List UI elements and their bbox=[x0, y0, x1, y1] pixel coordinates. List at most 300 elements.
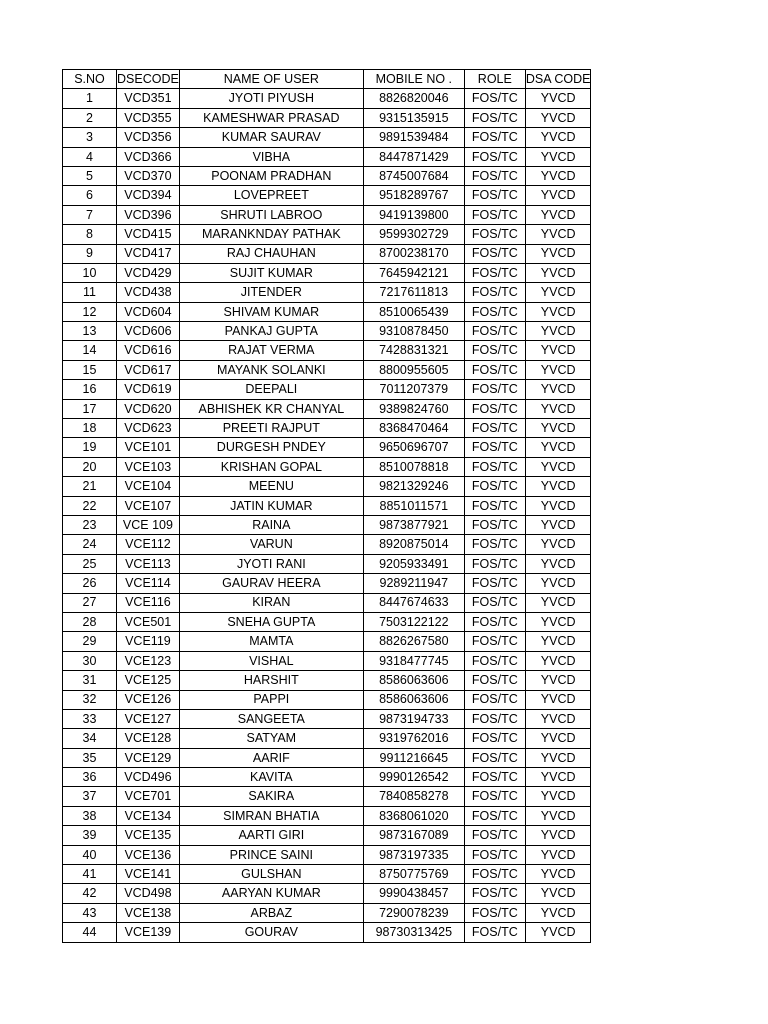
cell-sno: 8 bbox=[63, 225, 117, 244]
cell-mobile: 7840858278 bbox=[363, 787, 464, 806]
cell-dsa-code: YVCD bbox=[525, 651, 591, 670]
table-row bbox=[63, 651, 591, 670]
cell-role: FOS/TC bbox=[464, 380, 525, 399]
cell-dsa-code: YVCD bbox=[525, 826, 591, 845]
cell-dsa-code: YVCD bbox=[525, 380, 591, 399]
cell-dsa-code: YVCD bbox=[525, 283, 591, 302]
cell-sno: 31 bbox=[63, 671, 117, 690]
cell-dsa-code: YVCD bbox=[525, 690, 591, 709]
table-row bbox=[63, 496, 591, 515]
cell-dsa-code: YVCD bbox=[525, 574, 591, 593]
cell-mobile: 9873877921 bbox=[363, 515, 464, 534]
cell-dsecode: VCE134 bbox=[117, 806, 180, 825]
cell-role: FOS/TC bbox=[464, 554, 525, 573]
cell-dsecode: VCD417 bbox=[117, 244, 180, 263]
cell-role: FOS/TC bbox=[464, 515, 525, 534]
cell-dsa-code: YVCD bbox=[525, 89, 591, 108]
cell-sno: 33 bbox=[63, 709, 117, 728]
table-header-row bbox=[63, 70, 591, 89]
cell-role: FOS/TC bbox=[464, 903, 525, 922]
cell-mobile: 8920875014 bbox=[363, 535, 464, 554]
cell-dsecode: VCD370 bbox=[117, 166, 180, 185]
user-table bbox=[62, 69, 591, 943]
cell-name: MAMTA bbox=[179, 632, 363, 651]
cell-mobile: 9318477745 bbox=[363, 651, 464, 670]
cell-sno: 18 bbox=[63, 419, 117, 438]
cell-dsecode: VCE138 bbox=[117, 903, 180, 922]
cell-sno: 16 bbox=[63, 380, 117, 399]
cell-name: LOVEPREET bbox=[179, 186, 363, 205]
cell-dsecode: VCE119 bbox=[117, 632, 180, 651]
cell-name: SIMRAN BHATIA bbox=[179, 806, 363, 825]
cell-name: SANGEETA bbox=[179, 709, 363, 728]
cell-role: FOS/TC bbox=[464, 205, 525, 224]
cell-dsecode: VCE107 bbox=[117, 496, 180, 515]
cell-sno: 19 bbox=[63, 438, 117, 457]
cell-dsa-code: YVCD bbox=[525, 845, 591, 864]
cell-mobile: 9310878450 bbox=[363, 322, 464, 341]
table-row bbox=[63, 477, 591, 496]
cell-dsecode: VCE114 bbox=[117, 574, 180, 593]
cell-dsa-code: YVCD bbox=[525, 166, 591, 185]
table-row bbox=[63, 128, 591, 147]
cell-mobile: 9911216645 bbox=[363, 748, 464, 767]
cell-role: FOS/TC bbox=[464, 574, 525, 593]
table-row bbox=[63, 768, 591, 787]
cell-dsa-code: YVCD bbox=[525, 612, 591, 631]
cell-dsa-code: YVCD bbox=[525, 263, 591, 282]
cell-sno: 27 bbox=[63, 593, 117, 612]
cell-sno: 17 bbox=[63, 399, 117, 418]
cell-dsecode: VCD438 bbox=[117, 283, 180, 302]
cell-dsecode: VCE135 bbox=[117, 826, 180, 845]
table-row bbox=[63, 302, 591, 321]
cell-sno: 24 bbox=[63, 535, 117, 554]
table-row bbox=[63, 806, 591, 825]
cell-role: FOS/TC bbox=[464, 535, 525, 554]
cell-role: FOS/TC bbox=[464, 341, 525, 360]
cell-mobile: 8510078818 bbox=[363, 457, 464, 476]
cell-dsecode: VCD619 bbox=[117, 380, 180, 399]
cell-mobile: 8750775769 bbox=[363, 865, 464, 884]
header-name-of-user: NAME OF USER bbox=[179, 70, 363, 89]
cell-dsecode: VCD355 bbox=[117, 108, 180, 127]
cell-dsecode: VCD617 bbox=[117, 360, 180, 379]
cell-dsecode: VCE501 bbox=[117, 612, 180, 631]
cell-name: VARUN bbox=[179, 535, 363, 554]
cell-sno: 11 bbox=[63, 283, 117, 302]
cell-dsa-code: YVCD bbox=[525, 709, 591, 728]
cell-dsecode: VCD394 bbox=[117, 186, 180, 205]
cell-dsecode: VCE112 bbox=[117, 535, 180, 554]
table-row bbox=[63, 671, 591, 690]
cell-dsa-code: YVCD bbox=[525, 496, 591, 515]
cell-sno: 39 bbox=[63, 826, 117, 845]
table-row bbox=[63, 748, 591, 767]
cell-role: FOS/TC bbox=[464, 108, 525, 127]
cell-dsa-code: YVCD bbox=[525, 787, 591, 806]
cell-mobile: 7290078239 bbox=[363, 903, 464, 922]
cell-dsa-code: YVCD bbox=[525, 554, 591, 573]
cell-sno: 35 bbox=[63, 748, 117, 767]
cell-dsa-code: YVCD bbox=[525, 632, 591, 651]
cell-mobile: 9873197335 bbox=[363, 845, 464, 864]
cell-sno: 14 bbox=[63, 341, 117, 360]
cell-dsecode: VCD604 bbox=[117, 302, 180, 321]
cell-sno: 22 bbox=[63, 496, 117, 515]
table-row bbox=[63, 826, 591, 845]
cell-role: FOS/TC bbox=[464, 593, 525, 612]
cell-dsa-code: YVCD bbox=[525, 244, 591, 263]
cell-sno: 23 bbox=[63, 515, 117, 534]
table-row bbox=[63, 535, 591, 554]
cell-role: FOS/TC bbox=[464, 865, 525, 884]
cell-sno: 3 bbox=[63, 128, 117, 147]
cell-mobile: 7428831321 bbox=[363, 341, 464, 360]
table-row bbox=[63, 457, 591, 476]
cell-name: SUJIT KUMAR bbox=[179, 263, 363, 282]
cell-dsa-code: YVCD bbox=[525, 535, 591, 554]
header-dsa-code: DSA CODE bbox=[525, 70, 591, 89]
cell-name: GOURAV bbox=[179, 923, 363, 942]
cell-dsa-code: YVCD bbox=[525, 147, 591, 166]
cell-dsecode: VCE103 bbox=[117, 457, 180, 476]
cell-name: MEENU bbox=[179, 477, 363, 496]
cell-name: SNEHA GUPTA bbox=[179, 612, 363, 631]
cell-role: FOS/TC bbox=[464, 748, 525, 767]
cell-dsecode: VCD606 bbox=[117, 322, 180, 341]
cell-mobile: 9873167089 bbox=[363, 826, 464, 845]
table-row bbox=[63, 729, 591, 748]
cell-role: FOS/TC bbox=[464, 360, 525, 379]
cell-mobile: 8800955605 bbox=[363, 360, 464, 379]
cell-role: FOS/TC bbox=[464, 419, 525, 438]
cell-role: FOS/TC bbox=[464, 322, 525, 341]
cell-sno: 6 bbox=[63, 186, 117, 205]
cell-dsecode: VCD623 bbox=[117, 419, 180, 438]
table-row bbox=[63, 690, 591, 709]
table-row bbox=[63, 419, 591, 438]
cell-name: HARSHIT bbox=[179, 671, 363, 690]
cell-mobile: 9990126542 bbox=[363, 768, 464, 787]
cell-dsa-code: YVCD bbox=[525, 865, 591, 884]
cell-mobile: 8368061020 bbox=[363, 806, 464, 825]
cell-name: RAJAT VERMA bbox=[179, 341, 363, 360]
cell-role: FOS/TC bbox=[464, 826, 525, 845]
table-row bbox=[63, 923, 591, 942]
cell-role: FOS/TC bbox=[464, 787, 525, 806]
cell-role: FOS/TC bbox=[464, 147, 525, 166]
cell-name: PRINCE SAINI bbox=[179, 845, 363, 864]
table-row bbox=[63, 225, 591, 244]
cell-sno: 26 bbox=[63, 574, 117, 593]
table-body bbox=[63, 89, 591, 942]
cell-dsecode: VCE141 bbox=[117, 865, 180, 884]
cell-mobile: 9289211947 bbox=[363, 574, 464, 593]
cell-role: FOS/TC bbox=[464, 845, 525, 864]
cell-mobile: 8510065439 bbox=[363, 302, 464, 321]
cell-role: FOS/TC bbox=[464, 496, 525, 515]
cell-dsecode: VCD396 bbox=[117, 205, 180, 224]
cell-role: FOS/TC bbox=[464, 244, 525, 263]
cell-role: FOS/TC bbox=[464, 651, 525, 670]
cell-dsecode: VCD366 bbox=[117, 147, 180, 166]
cell-name: ARBAZ bbox=[179, 903, 363, 922]
cell-sno: 37 bbox=[63, 787, 117, 806]
cell-dsecode: VCE123 bbox=[117, 651, 180, 670]
cell-dsa-code: YVCD bbox=[525, 205, 591, 224]
cell-name: ABHISHEK KR CHANYAL bbox=[179, 399, 363, 418]
cell-mobile: 8586063606 bbox=[363, 671, 464, 690]
cell-mobile: 7217611813 bbox=[363, 283, 464, 302]
table-row bbox=[63, 283, 591, 302]
cell-role: FOS/TC bbox=[464, 89, 525, 108]
table-row bbox=[63, 845, 591, 864]
cell-name: JYOTI PIYUSH bbox=[179, 89, 363, 108]
cell-sno: 21 bbox=[63, 477, 117, 496]
cell-mobile: 9821329246 bbox=[363, 477, 464, 496]
cell-dsa-code: YVCD bbox=[525, 457, 591, 476]
cell-name: DURGESH PNDEY bbox=[179, 438, 363, 457]
cell-mobile: 9873194733 bbox=[363, 709, 464, 728]
table-row bbox=[63, 322, 591, 341]
cell-sno: 10 bbox=[63, 263, 117, 282]
cell-mobile: 9389824760 bbox=[363, 399, 464, 418]
table-row bbox=[63, 884, 591, 903]
table-row bbox=[63, 554, 591, 573]
table-row bbox=[63, 574, 591, 593]
cell-sno: 42 bbox=[63, 884, 117, 903]
table-row bbox=[63, 515, 591, 534]
cell-role: FOS/TC bbox=[464, 632, 525, 651]
cell-name: MARANKNDAY PATHAK bbox=[179, 225, 363, 244]
cell-sno: 15 bbox=[63, 360, 117, 379]
table-row bbox=[63, 709, 591, 728]
cell-dsecode: VCD620 bbox=[117, 399, 180, 418]
cell-role: FOS/TC bbox=[464, 302, 525, 321]
cell-role: FOS/TC bbox=[464, 225, 525, 244]
cell-dsecode: VCE126 bbox=[117, 690, 180, 709]
cell-dsecode: VCE128 bbox=[117, 729, 180, 748]
cell-name: PANKAJ GUPTA bbox=[179, 322, 363, 341]
cell-role: FOS/TC bbox=[464, 612, 525, 631]
cell-sno: 12 bbox=[63, 302, 117, 321]
cell-name: POONAM PRADHAN bbox=[179, 166, 363, 185]
cell-name: VIBHA bbox=[179, 147, 363, 166]
cell-sno: 9 bbox=[63, 244, 117, 263]
cell-name: JYOTI RANI bbox=[179, 554, 363, 573]
table-row bbox=[63, 360, 591, 379]
cell-sno: 2 bbox=[63, 108, 117, 127]
cell-mobile: 9205933491 bbox=[363, 554, 464, 573]
cell-sno: 32 bbox=[63, 690, 117, 709]
cell-dsa-code: YVCD bbox=[525, 806, 591, 825]
cell-dsa-code: YVCD bbox=[525, 923, 591, 942]
cell-role: FOS/TC bbox=[464, 166, 525, 185]
cell-mobile: 8447871429 bbox=[363, 147, 464, 166]
cell-role: FOS/TC bbox=[464, 884, 525, 903]
cell-sno: 29 bbox=[63, 632, 117, 651]
cell-name: RAINA bbox=[179, 515, 363, 534]
cell-dsecode: VCD496 bbox=[117, 768, 180, 787]
table-row bbox=[63, 438, 591, 457]
cell-dsa-code: YVCD bbox=[525, 225, 591, 244]
cell-dsa-code: YVCD bbox=[525, 593, 591, 612]
cell-sno: 38 bbox=[63, 806, 117, 825]
cell-name: PREETI RAJPUT bbox=[179, 419, 363, 438]
cell-sno: 41 bbox=[63, 865, 117, 884]
cell-dsecode: VCE701 bbox=[117, 787, 180, 806]
table-row bbox=[63, 903, 591, 922]
header-mobile-no: MOBILE NO . bbox=[363, 70, 464, 89]
cell-dsecode: VCE116 bbox=[117, 593, 180, 612]
cell-sno: 28 bbox=[63, 612, 117, 631]
cell-dsecode: VCE125 bbox=[117, 671, 180, 690]
cell-mobile: 7503122122 bbox=[363, 612, 464, 631]
cell-sno: 30 bbox=[63, 651, 117, 670]
cell-dsa-code: YVCD bbox=[525, 128, 591, 147]
table-row bbox=[63, 593, 591, 612]
cell-mobile: 8826820046 bbox=[363, 89, 464, 108]
cell-mobile: 9419139800 bbox=[363, 205, 464, 224]
cell-dsa-code: YVCD bbox=[525, 729, 591, 748]
cell-name: KAVITA bbox=[179, 768, 363, 787]
table-row bbox=[63, 380, 591, 399]
table-row bbox=[63, 865, 591, 884]
cell-sno: 40 bbox=[63, 845, 117, 864]
table-row bbox=[63, 632, 591, 651]
cell-name: SATYAM bbox=[179, 729, 363, 748]
cell-dsa-code: YVCD bbox=[525, 108, 591, 127]
table-row bbox=[63, 147, 591, 166]
cell-name: VISHAL bbox=[179, 651, 363, 670]
table-row bbox=[63, 244, 591, 263]
table-row bbox=[63, 399, 591, 418]
cell-name: KAMESHWAR PRASAD bbox=[179, 108, 363, 127]
cell-mobile: 9599302729 bbox=[363, 225, 464, 244]
table-row bbox=[63, 186, 591, 205]
cell-role: FOS/TC bbox=[464, 768, 525, 787]
cell-dsa-code: YVCD bbox=[525, 768, 591, 787]
cell-dsecode: VCD429 bbox=[117, 263, 180, 282]
cell-role: FOS/TC bbox=[464, 923, 525, 942]
cell-name: SHRUTI LABROO bbox=[179, 205, 363, 224]
cell-dsa-code: YVCD bbox=[525, 671, 591, 690]
cell-role: FOS/TC bbox=[464, 399, 525, 418]
cell-sno: 36 bbox=[63, 768, 117, 787]
cell-mobile: 7645942121 bbox=[363, 263, 464, 282]
cell-mobile: 8586063606 bbox=[363, 690, 464, 709]
cell-role: FOS/TC bbox=[464, 690, 525, 709]
cell-dsa-code: YVCD bbox=[525, 438, 591, 457]
cell-name: KIRAN bbox=[179, 593, 363, 612]
cell-name: AARYAN KUMAR bbox=[179, 884, 363, 903]
cell-mobile: 9518289767 bbox=[363, 186, 464, 205]
cell-dsa-code: YVCD bbox=[525, 302, 591, 321]
cell-role: FOS/TC bbox=[464, 709, 525, 728]
cell-name: DEEPALI bbox=[179, 380, 363, 399]
cell-dsa-code: YVCD bbox=[525, 322, 591, 341]
cell-sno: 13 bbox=[63, 322, 117, 341]
cell-dsa-code: YVCD bbox=[525, 748, 591, 767]
cell-sno: 4 bbox=[63, 147, 117, 166]
cell-name: SHIVAM KUMAR bbox=[179, 302, 363, 321]
cell-mobile: 8700238170 bbox=[363, 244, 464, 263]
cell-dsecode: VCD616 bbox=[117, 341, 180, 360]
cell-dsecode: VCD415 bbox=[117, 225, 180, 244]
cell-name: KRISHAN GOPAL bbox=[179, 457, 363, 476]
cell-name: AARIF bbox=[179, 748, 363, 767]
cell-role: FOS/TC bbox=[464, 806, 525, 825]
cell-mobile: 98730313425 bbox=[363, 923, 464, 942]
cell-sno: 25 bbox=[63, 554, 117, 573]
cell-role: FOS/TC bbox=[464, 438, 525, 457]
cell-sno: 34 bbox=[63, 729, 117, 748]
cell-dsecode: VCD498 bbox=[117, 884, 180, 903]
cell-name: PAPPI bbox=[179, 690, 363, 709]
cell-dsa-code: YVCD bbox=[525, 341, 591, 360]
cell-dsa-code: YVCD bbox=[525, 477, 591, 496]
cell-mobile: 7011207379 bbox=[363, 380, 464, 399]
table-row bbox=[63, 787, 591, 806]
cell-dsecode: VCE139 bbox=[117, 923, 180, 942]
cell-dsa-code: YVCD bbox=[525, 903, 591, 922]
cell-sno: 20 bbox=[63, 457, 117, 476]
cell-role: FOS/TC bbox=[464, 263, 525, 282]
cell-dsecode: VCE113 bbox=[117, 554, 180, 573]
table-row bbox=[63, 108, 591, 127]
cell-dsecode: VCD351 bbox=[117, 89, 180, 108]
table-row bbox=[63, 263, 591, 282]
cell-dsa-code: YVCD bbox=[525, 884, 591, 903]
table-row bbox=[63, 341, 591, 360]
cell-sno: 44 bbox=[63, 923, 117, 942]
cell-dsa-code: YVCD bbox=[525, 360, 591, 379]
cell-dsecode: VCE101 bbox=[117, 438, 180, 457]
cell-role: FOS/TC bbox=[464, 671, 525, 690]
cell-dsecode: VCE129 bbox=[117, 748, 180, 767]
cell-role: FOS/TC bbox=[464, 729, 525, 748]
cell-dsecode: VCE127 bbox=[117, 709, 180, 728]
cell-mobile: 8745007684 bbox=[363, 166, 464, 185]
cell-sno: 1 bbox=[63, 89, 117, 108]
cell-dsa-code: YVCD bbox=[525, 399, 591, 418]
cell-name: GULSHAN bbox=[179, 865, 363, 884]
cell-mobile: 8826267580 bbox=[363, 632, 464, 651]
cell-name: KUMAR SAURAV bbox=[179, 128, 363, 147]
cell-sno: 7 bbox=[63, 205, 117, 224]
cell-name: RAJ CHAUHAN bbox=[179, 244, 363, 263]
cell-mobile: 9315135915 bbox=[363, 108, 464, 127]
table-row bbox=[63, 89, 591, 108]
user-list-sheet bbox=[62, 69, 591, 943]
cell-mobile: 9319762016 bbox=[363, 729, 464, 748]
cell-dsecode: VCE104 bbox=[117, 477, 180, 496]
cell-role: FOS/TC bbox=[464, 283, 525, 302]
cell-mobile: 8368470464 bbox=[363, 419, 464, 438]
cell-name: GAURAV HEERA bbox=[179, 574, 363, 593]
cell-dsa-code: YVCD bbox=[525, 515, 591, 534]
cell-sno: 43 bbox=[63, 903, 117, 922]
cell-role: FOS/TC bbox=[464, 128, 525, 147]
header-sno: S.NO bbox=[63, 70, 117, 89]
cell-dsecode: VCE 109 bbox=[117, 515, 180, 534]
cell-sno: 5 bbox=[63, 166, 117, 185]
cell-name: AARTI GIRI bbox=[179, 826, 363, 845]
cell-role: FOS/TC bbox=[464, 457, 525, 476]
cell-dsecode: VCD356 bbox=[117, 128, 180, 147]
header-role: ROLE bbox=[464, 70, 525, 89]
